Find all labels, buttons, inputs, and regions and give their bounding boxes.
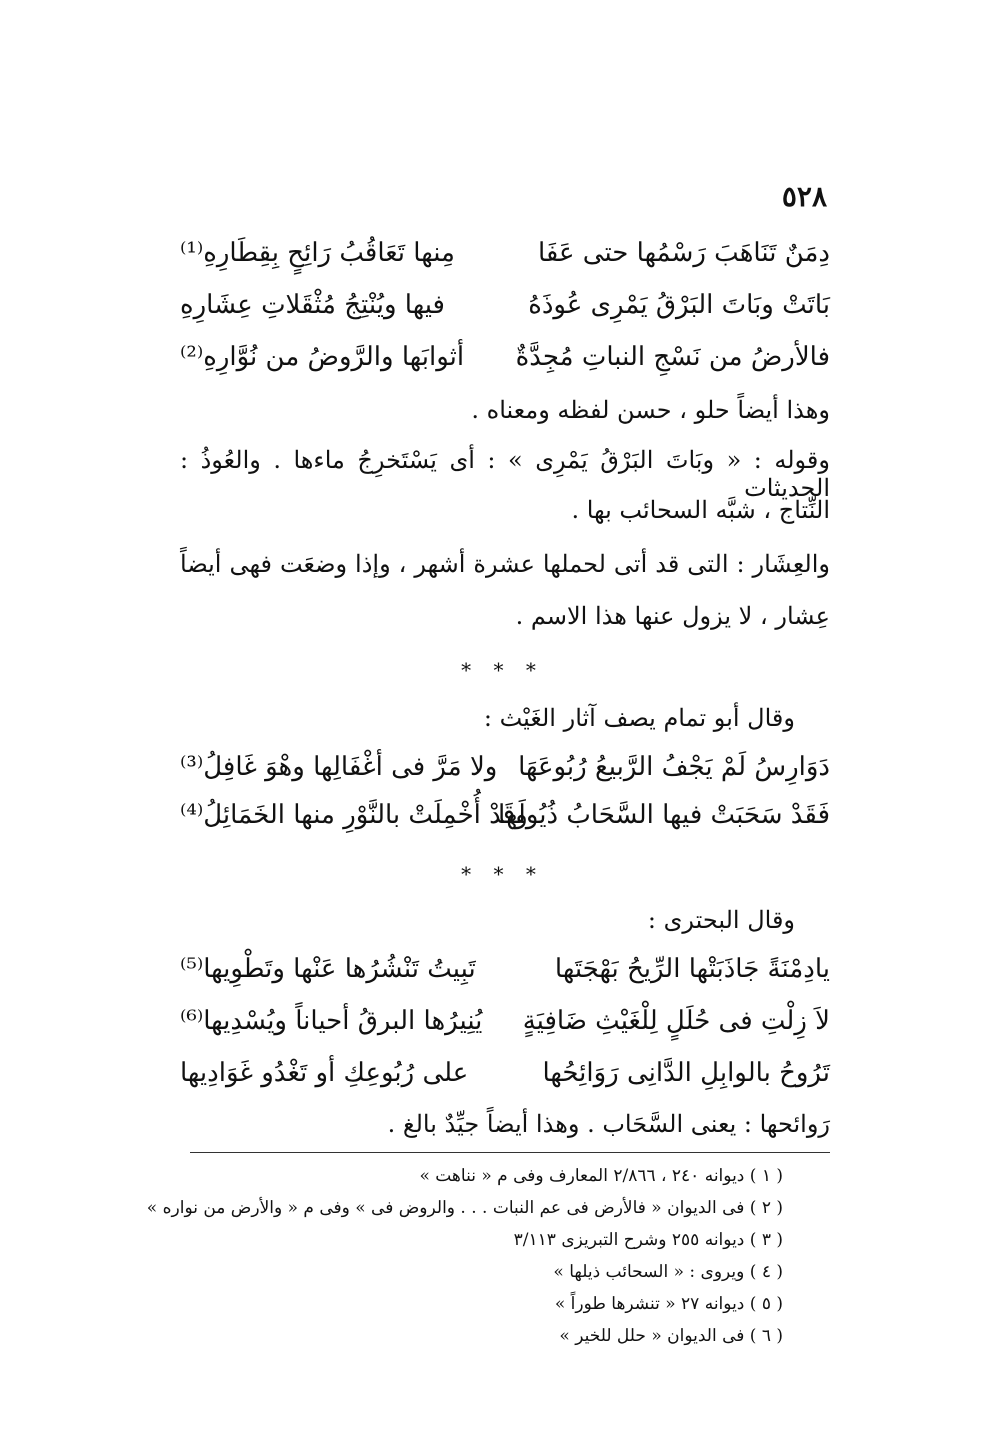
- verse-hemistich-second: وقَدْ أُخْمِلَتْ بالنَّوْرِ منها الخَمَائِلُ⁽⁴⁾: [180, 800, 528, 830]
- section-intro: وقال أبو تمام يصف آثار الغَيْث :: [483, 704, 795, 732]
- verse-hemistich-first: فَقَدْ سَحَبَتْ فيها السَّحَابُ ذُيُولَها: [497, 800, 830, 830]
- section-intro: وقال البحترى :: [647, 906, 795, 934]
- verse-hemistich-first: دَوَارِسُ لَمْ يَجْفُ الرَّبيعُ رُبُوعَهَا: [518, 752, 830, 782]
- verse-line: [180, 238, 830, 286]
- verse-line: [180, 1006, 830, 1054]
- verse-hemistich-first: تَرُوحُ بالوابِلِ الدَّانِى رَوَائِحُها: [542, 1058, 830, 1088]
- section-separator: * * *: [461, 862, 544, 886]
- commentary-line: وهذا أيضاً حلو ، حسن لفظه ومعناه .: [471, 396, 830, 424]
- section-separator: * * *: [461, 658, 544, 682]
- verse-hemistich-first: دِمَنٌ تَنَاهَبَ رَسْمُها حتى عَفَا: [537, 238, 830, 268]
- verse-line: [180, 290, 830, 338]
- verse-hemistich-second: يُنِيرُها البرقُ أحياناً ويُسْدِيها⁽⁶⁾: [180, 1006, 483, 1036]
- footnote: ( ٤ ) ويروى : « السحائب ذيلها »: [553, 1262, 783, 1282]
- footnote: ( ٢ ) فى الديوان « فالأرض فى عم النبات . . . والروض فى » وفى م « والأرض من نواره »: [146, 1198, 783, 1218]
- commentary-line: عِشار ، لا يزول عنها هذا الاسم .: [515, 602, 830, 630]
- verse-hemistich-second: مِنها تَعَاقُبُ رَائِحٍ بِقِطَارِهِ⁽¹⁾: [180, 238, 455, 268]
- footnote: ( ٣ ) ديوانه ٢٥٥ وشرح التبريزى ٣/١١٣: [513, 1230, 783, 1250]
- page-number: ٥٢٨: [781, 180, 827, 213]
- footnote-divider: [190, 1152, 830, 1153]
- footnote: ( ٥ ) ديوانه ٢٧ « تنشرها طوراً »: [554, 1294, 783, 1314]
- verse-line: [180, 800, 830, 848]
- commentary-line: والعِشَار : التى قد أتى لحملها عشرة أشهر ، وإذا وضعَت فهى أيضاً: [180, 550, 830, 578]
- verse-line: [180, 1058, 830, 1106]
- footnote: ( ١ ) ديوانه ٢٤٠ ، ٢/٨٦٦ المعارف وفى م « نناهت »: [419, 1166, 783, 1186]
- verse-hemistich-second: فيها ويُنْتِجُ مُثْقَلاتِ عِشَارِهِ: [180, 290, 445, 320]
- verse-line: [180, 342, 830, 390]
- commentary-line: رَوائحها : يعنى السَّحَاب . وهذا أيضاً جيِّدٌ بالغ .: [387, 1110, 830, 1138]
- verse-line: [180, 752, 830, 800]
- commentary-line: النِّتاج ، شبَّه السحائب بها .: [571, 496, 830, 524]
- verse-hemistich-first: فالأرضُ من نَسْجِ النباتِ مُجِدَّةٌ: [515, 342, 830, 372]
- verse-hemistich-second: على رُبُوعِكِ أو تَغْدُو غَوَادِيها: [180, 1058, 469, 1088]
- verse-hemistich-second: ولا مَرَّ فى أغْفَالِها وهْوَ غَافِلُ⁽³⁾: [180, 752, 498, 782]
- verse-hemistich-second: أثوابَها والرَّوضُ من نُوَّارِهِ⁽²⁾: [180, 342, 465, 372]
- footnote: ( ٦ ) فى الديوان « حلل للخير »: [559, 1326, 783, 1346]
- verse-hemistich-first: بَاتَتْ وبَاتَ البَرْقُ يَمْرِى عُوذَهُ: [528, 290, 830, 320]
- verse-hemistich-first: يادِمْنَةً جَاذَبَتْها الرِّيحُ بَهْجَتَها: [554, 954, 830, 984]
- verse-hemistich-first: لاَ زِلْتِ فى حُلَلٍ لِلْغَيْثِ ضَافِيَةٍ: [522, 1006, 830, 1036]
- verse-line: [180, 954, 830, 1002]
- commentary-line: وقوله : « وبَاتَ البَرْقُ يَمْرِى » : أى يَسْتَخرِجُ ماءها . والعُوذُ : الحديثات: [180, 446, 830, 502]
- verse-hemistich-second: تَبِيتُ تَنْشُرُها عَنْها وتَطْوِيها⁽⁵⁾: [180, 954, 476, 984]
